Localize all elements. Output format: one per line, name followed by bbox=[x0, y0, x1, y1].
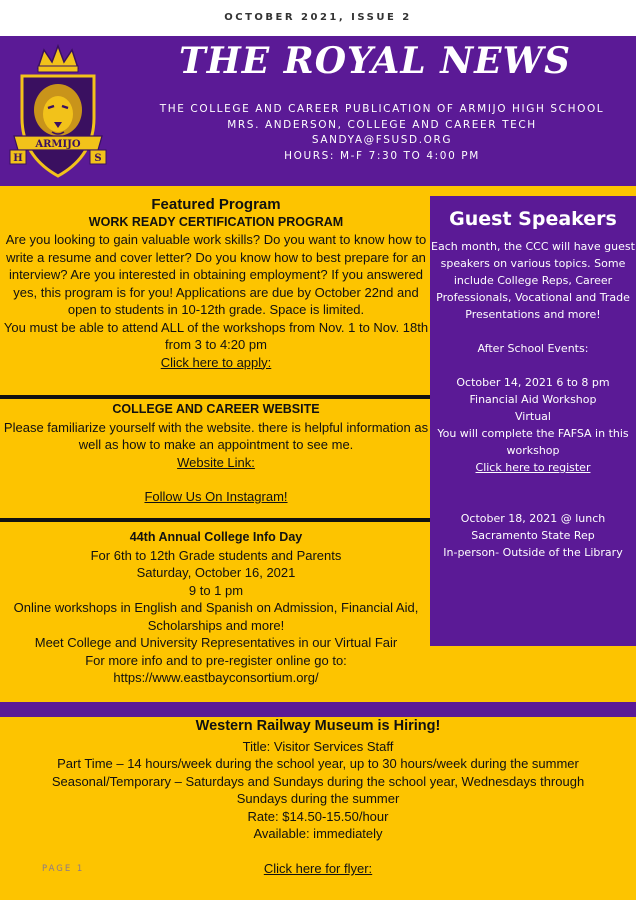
crest-letter-left: H bbox=[13, 153, 23, 164]
featured-heading: Featured Program bbox=[151, 196, 281, 213]
instagram-link[interactable]: Follow Us On Instagram! bbox=[144, 489, 288, 504]
featured-subheading: WORK READY CERTIFICATION PROGRAM bbox=[88, 214, 344, 229]
info-day-heading: 44th Annual College Info Day bbox=[129, 530, 303, 544]
flyer-link[interactable]: Click here for flyer: bbox=[263, 861, 373, 876]
info-day-url[interactable]: https://www.eastbayconsortium.org/ bbox=[113, 670, 319, 685]
masthead-line: MRS. ANDERSON, COLLEGE AND CAREER TECH bbox=[227, 118, 537, 131]
info-day-line: Meet College and University Representatives in our Virtual Fair bbox=[34, 635, 398, 650]
crest-letter-right: S bbox=[94, 153, 102, 164]
section-divider bbox=[0, 518, 430, 522]
masthead-email[interactable]: SANDYA@FSUSD.ORG bbox=[311, 134, 453, 146]
guest-speakers-title: Guest Speakers bbox=[449, 208, 617, 230]
featured-attendance: You must be able to attend ALL of the workshops from Nov. 1 to Nov. 18th from 3 to 4:20 pm bbox=[3, 319, 429, 352]
issue-line: OCTOBER 2021, ISSUE 2 bbox=[224, 12, 412, 23]
hiring-line: Seasonal/Temporary – Saturdays and Sundays during the school year, Wednesdays through Sundays during the summer bbox=[51, 773, 585, 806]
website-link[interactable]: Website Link: bbox=[177, 454, 255, 470]
hiring-line: Title: Visitor Services Staff bbox=[242, 738, 394, 754]
hiring-availability: Available: immediately bbox=[253, 826, 383, 841]
armijo-crest-logo bbox=[8, 38, 108, 188]
event1-desc: You will complete the FAFSA in this workshop bbox=[437, 427, 629, 457]
section-separator bbox=[0, 702, 636, 717]
info-day-time: 9 to 1 pm bbox=[188, 582, 244, 598]
featured-program-section bbox=[0, 196, 432, 371]
crest-banner-text: ARMIJO bbox=[35, 139, 81, 150]
featured-body: Are you looking to gain valuable work skills? Do you want to know how to write a resume and cover letter? Do you know how to best prepare for an interview? Are you interested in obtaining employment? If you answered yes, this program is for you! Applications are due by October 22nd and open to students in 10-12th grade. Space is limited. bbox=[5, 232, 427, 317]
info-day-line: For 6th to 12th Grade students and Parents bbox=[90, 547, 342, 563]
masthead-line: THE COLLEGE AND CAREER PUBLICATION OF ARMIJO HIGH SCHOOL bbox=[159, 103, 605, 115]
hiring-line: Part Time – 14 hours/week during the school year, up to 30 hours/week during the summer bbox=[57, 756, 579, 771]
event2-date: October 18, 2021 @ lunch bbox=[460, 512, 606, 525]
event2-location: In-person- Outside of the Library bbox=[443, 546, 623, 559]
guest-speakers-intro: Each month, the CCC will have guest speakers on various topics. Some include College Reps, Career Professionals, Vocational and Trade Presentations and more! bbox=[431, 240, 635, 321]
hiring-rate: Rate: $14.50-15.50/hour bbox=[247, 808, 389, 824]
hiring-section bbox=[0, 718, 636, 843]
section-divider bbox=[0, 395, 430, 399]
masthead-details bbox=[128, 102, 636, 164]
college-info-day-section bbox=[0, 529, 432, 687]
masthead bbox=[0, 36, 636, 186]
event1-name: Financial Aid Workshop bbox=[469, 393, 597, 406]
after-school-heading: After School Events: bbox=[477, 342, 589, 355]
apply-link[interactable]: Click here to apply: bbox=[160, 354, 272, 370]
website-body: Please familiarize yourself with the website. there is helpful information as well as how to make an appointment to see me. bbox=[3, 419, 429, 452]
website-heading: COLLEGE AND CAREER WEBSITE bbox=[112, 402, 320, 416]
newsletter-title: THE ROYAL NEWS bbox=[179, 40, 571, 82]
info-day-line: For more info and to pre-register online go to: bbox=[85, 652, 347, 668]
hiring-heading: Western Railway Museum is Hiring! bbox=[195, 718, 441, 734]
register-link[interactable]: Click here to register bbox=[475, 461, 591, 474]
event1-format: Virtual bbox=[515, 410, 551, 423]
guest-speakers-panel bbox=[430, 196, 636, 646]
event1-date: October 14, 2021 6 to 8 pm bbox=[456, 376, 610, 389]
info-day-line: Online workshops in English and Spanish on Admission, Financial Aid, Scholarships and more! bbox=[13, 600, 419, 633]
event2-name: Sacramento State Rep bbox=[471, 529, 595, 542]
page-number: PAGE 1 bbox=[42, 864, 85, 874]
info-day-date: Saturday, October 16, 2021 bbox=[136, 565, 296, 580]
masthead-line: HOURS: M-F 7:30 TO 4:00 PM bbox=[284, 149, 480, 162]
website-section bbox=[0, 401, 432, 506]
